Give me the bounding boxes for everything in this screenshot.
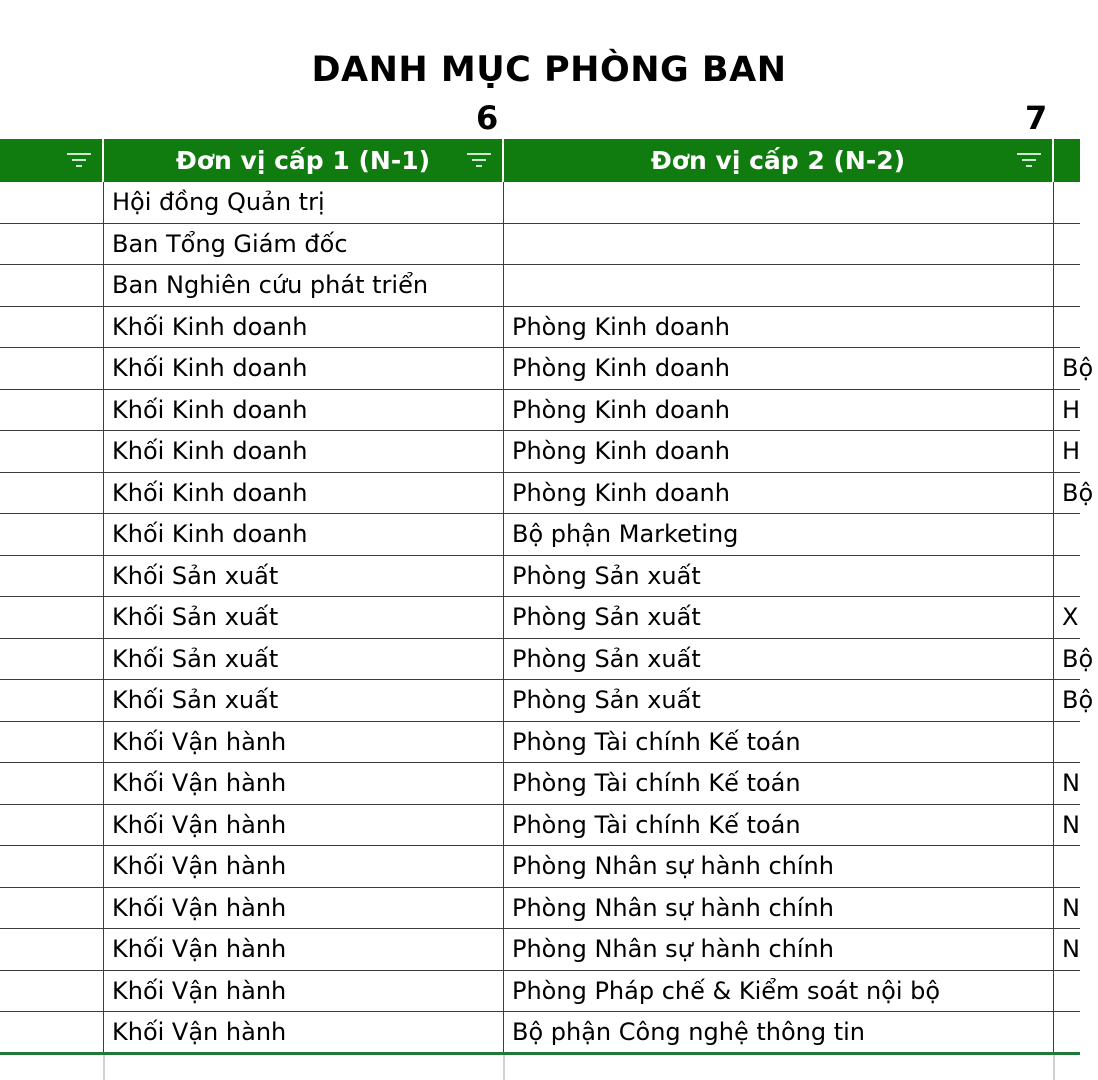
cell-col3[interactable] [1054, 846, 1094, 887]
gridline [103, 1055, 105, 1080]
cell-col0[interactable] [0, 224, 104, 265]
table-row [0, 929, 1080, 971]
cell-don-vi-cap-1[interactable]: Khối Sản xuất [104, 556, 504, 597]
table-header-row [0, 139, 1080, 182]
cell-col0[interactable] [0, 680, 104, 721]
cell-don-vi-cap-1[interactable]: Khối Vận hành [104, 971, 504, 1012]
cell-don-vi-cap-1[interactable]: Khối Vận hành [104, 805, 504, 846]
cell-don-vi-cap-1[interactable]: Khối Sản xuất [104, 597, 504, 638]
cell-don-vi-cap-2[interactable] [504, 265, 1054, 306]
table-row [0, 224, 1080, 266]
cell-don-vi-cap-1[interactable]: Khối Sản xuất [104, 639, 504, 680]
table-row [0, 846, 1080, 888]
cell-don-vi-cap-1[interactable]: Khối Vận hành [104, 846, 504, 887]
table-row [0, 556, 1080, 598]
column-number-6: 6 [476, 99, 499, 137]
cell-don-vi-cap-2[interactable]: Phòng Pháp chế & Kiểm soát nội bộ [504, 971, 1054, 1012]
cell-col0[interactable] [0, 639, 104, 680]
header-cell-don-vi-cap-1[interactable] [104, 139, 504, 182]
cell-don-vi-cap-1[interactable]: Khối Kinh doanh [104, 348, 504, 389]
filter-dropdown-icon[interactable] [66, 151, 92, 169]
cell-don-vi-cap-1[interactable]: Hội đồng Quản trị [104, 182, 504, 223]
cell-don-vi-cap-2[interactable]: Bộ phận Công nghệ thông tin [504, 1012, 1054, 1053]
cell-don-vi-cap-2[interactable] [504, 224, 1054, 265]
cell-col0[interactable] [0, 597, 104, 638]
cell-col0[interactable] [0, 265, 104, 306]
table-row [0, 390, 1080, 432]
cell-col3[interactable]: Bộ [1062, 478, 1094, 507]
cell-don-vi-cap-1[interactable]: Ban Nghiên cứu phát triển [104, 265, 504, 306]
table-row [0, 307, 1080, 349]
table-row [0, 1012, 1080, 1054]
cell-col0[interactable] [0, 722, 104, 763]
table-row [0, 348, 1094, 390]
header-label-don-vi-cap-2: Đơn vị cấp 2 (N-2) [650, 146, 906, 175]
gridline [1053, 1055, 1055, 1080]
cell-col3[interactable]: N [1062, 810, 1080, 839]
cell-col3[interactable] [1054, 182, 1094, 223]
table-row [0, 805, 1080, 847]
cell-don-vi-cap-2[interactable]: Phòng Tài chính Kế toán [504, 763, 1054, 804]
table-row [0, 971, 1080, 1013]
cell-don-vi-cap-2[interactable]: Phòng Nhân sự hành chính [504, 929, 1054, 970]
cell-col3[interactable] [1054, 556, 1094, 597]
header-cell-col0[interactable] [0, 139, 104, 182]
cell-col0[interactable] [0, 390, 104, 431]
table-row [0, 473, 1094, 515]
cell-don-vi-cap-2[interactable]: Phòng Sản xuất [504, 680, 1054, 721]
cell-don-vi-cap-2[interactable]: Phòng Sản xuất [504, 556, 1054, 597]
cell-col0[interactable] [0, 431, 104, 472]
cell-don-vi-cap-2[interactable]: Phòng Sản xuất [504, 639, 1054, 680]
cell-col3[interactable] [1054, 722, 1094, 763]
cell-don-vi-cap-1[interactable]: Khối Sản xuất [104, 680, 504, 721]
table-row [0, 639, 1094, 681]
cell-col0[interactable] [0, 888, 104, 929]
cell-col3[interactable]: H [1062, 395, 1081, 424]
cell-col3[interactable]: N [1062, 935, 1080, 963]
cell-col0[interactable] [0, 307, 104, 348]
header-cell-col3[interactable] [1054, 139, 1094, 182]
cell-don-vi-cap-1[interactable]: Khối Kinh doanh [104, 390, 504, 431]
cell-col3[interactable] [1054, 1012, 1094, 1053]
cell-don-vi-cap-1[interactable]: Khối Kinh doanh [104, 473, 504, 514]
table-row [0, 514, 1080, 556]
table-row [0, 265, 1080, 307]
cell-col3[interactable] [1054, 514, 1094, 555]
cell-col3[interactable]: Bộ [1062, 644, 1094, 673]
cell-col3[interactable] [1054, 265, 1094, 306]
cell-don-vi-cap-1[interactable]: Khối Vận hành [104, 929, 504, 970]
cell-col0[interactable] [0, 182, 104, 223]
cell-col3[interactable]: Bộ [1062, 354, 1094, 382]
cell-col0[interactable] [0, 473, 104, 514]
table-row [0, 597, 1080, 639]
table-row [0, 722, 1080, 764]
cell-col3[interactable] [1054, 224, 1094, 265]
column-number-7: 7 [1025, 99, 1048, 137]
cell-col0[interactable] [0, 846, 104, 887]
cell-col3[interactable]: H [1062, 437, 1081, 465]
cell-don-vi-cap-2[interactable]: Phòng Tài chính Kế toán [504, 805, 1054, 846]
cell-col3[interactable] [1054, 307, 1094, 348]
header-label-don-vi-cap-1: Đơn vị cấp 1 (N-1) [175, 146, 431, 175]
cell-col0[interactable] [0, 556, 104, 597]
cell-don-vi-cap-1[interactable]: Khối Vận hành [104, 1012, 504, 1053]
cell-don-vi-cap-1[interactable]: Khối Vận hành [104, 888, 504, 929]
cell-don-vi-cap-2[interactable] [504, 182, 1054, 223]
cell-don-vi-cap-1[interactable]: Khối Kinh doanh [104, 307, 504, 348]
table-row [0, 763, 1080, 805]
cell-col3[interactable] [1054, 971, 1094, 1012]
cell-don-vi-cap-2[interactable]: Phòng Kinh doanh [504, 473, 1054, 514]
cell-don-vi-cap-1[interactable]: Khối Vận hành [104, 763, 504, 804]
table-row [0, 888, 1080, 930]
department-table-body [0, 182, 1094, 1054]
cell-don-vi-cap-2[interactable]: Phòng Kinh doanh [504, 390, 1054, 431]
cell-col3[interactable]: N [1062, 893, 1080, 922]
filter-dropdown-icon[interactable] [1016, 151, 1042, 169]
gridline [503, 1055, 505, 1080]
header-cell-don-vi-cap-2[interactable] [504, 139, 1054, 182]
cell-don-vi-cap-2[interactable]: Phòng Kinh doanh [504, 348, 1054, 389]
sheet-title: DANH MỤC PHÒNG BAN [311, 50, 787, 90]
empty-row [0, 1055, 1080, 1080]
cell-col0[interactable] [0, 1012, 104, 1053]
cell-col0[interactable] [0, 929, 104, 970]
cell-don-vi-cap-2[interactable]: Phòng Tài chính Kế toán [504, 722, 1054, 763]
cell-don-vi-cap-2[interactable]: Phòng Kinh doanh [504, 307, 1054, 348]
cell-col0[interactable] [0, 763, 104, 804]
cell-col3[interactable]: N [1062, 769, 1080, 797]
cell-don-vi-cap-2[interactable]: Phòng Sản xuất [504, 597, 1054, 638]
cell-don-vi-cap-2[interactable]: Bộ phận Marketing [504, 514, 1054, 555]
cell-col0[interactable] [0, 348, 104, 389]
cell-don-vi-cap-1[interactable]: Khối Kinh doanh [104, 431, 504, 472]
cell-don-vi-cap-1[interactable]: Khối Vận hành [104, 722, 504, 763]
cell-don-vi-cap-2[interactable]: Phòng Kinh doanh [504, 431, 1054, 472]
cell-col3[interactable]: Bộ [1062, 686, 1094, 714]
cell-col3[interactable]: X [1062, 603, 1079, 631]
table-row [0, 182, 1080, 224]
cell-col0[interactable] [0, 805, 104, 846]
table-row [0, 431, 1080, 473]
cell-col0[interactable] [0, 971, 104, 1012]
cell-don-vi-cap-1[interactable]: Ban Tổng Giám đốc [104, 224, 504, 265]
table-row [0, 680, 1094, 722]
cell-don-vi-cap-2[interactable]: Phòng Nhân sự hành chính [504, 888, 1054, 929]
cell-don-vi-cap-2[interactable]: Phòng Nhân sự hành chính [504, 846, 1054, 887]
cell-don-vi-cap-1[interactable]: Khối Kinh doanh [104, 514, 504, 555]
cell-col0[interactable] [0, 514, 104, 555]
filter-dropdown-icon[interactable] [466, 151, 492, 169]
